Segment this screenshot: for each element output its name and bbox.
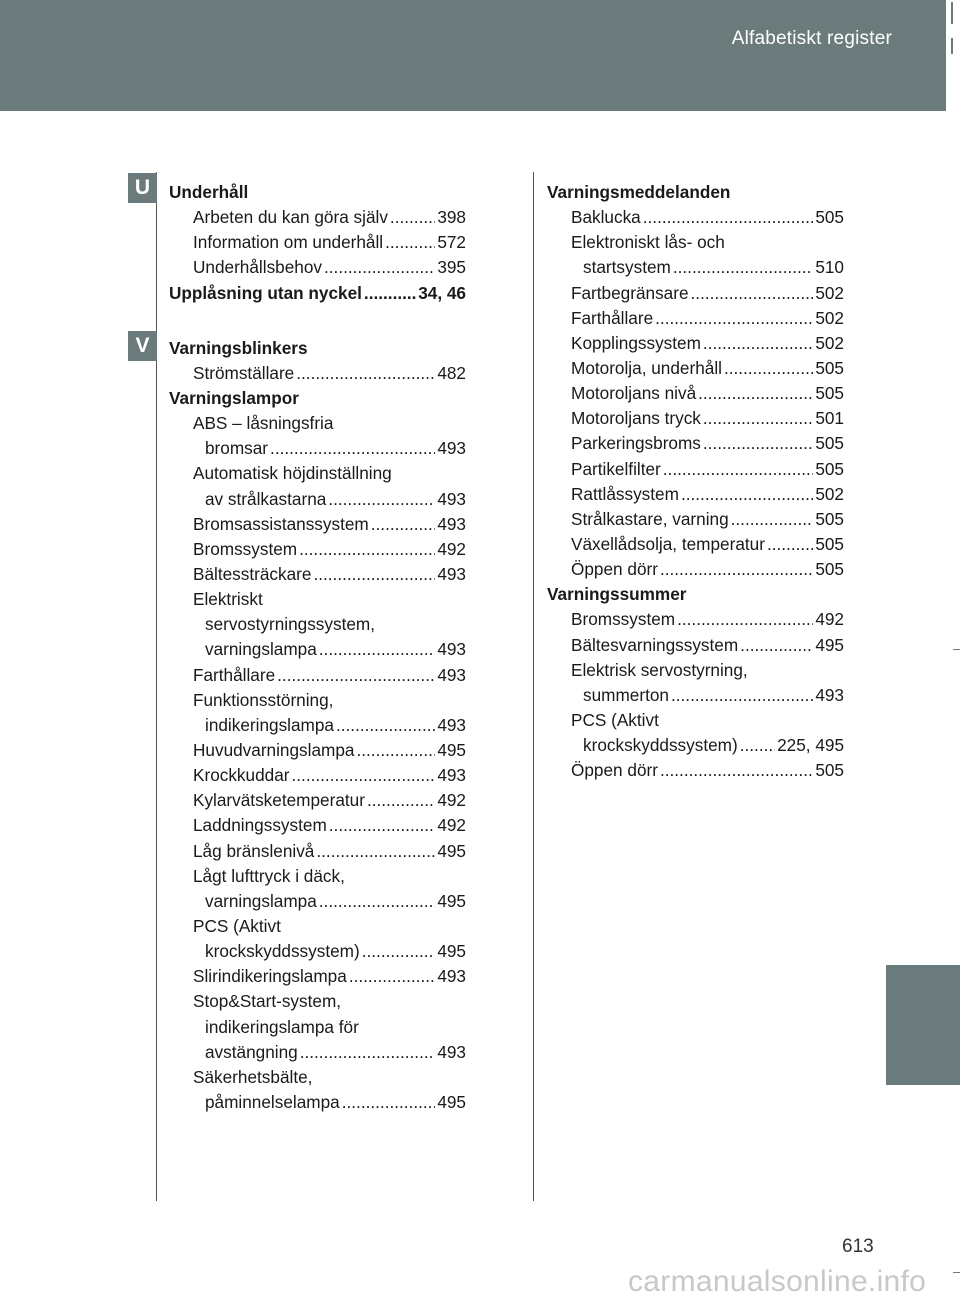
index-entry: Elektroniskt lås- och [571,232,725,253]
index-entry: Elektriskt [193,589,263,610]
index-entry: Strömställare ..... 482 [169,361,466,386]
index-entry: Parkeringsbroms ..... 505 [547,431,844,456]
index-entry: Partikelfilter ..... 505 [547,457,844,482]
index-entry: Bältessträckare ..... 493 [169,562,466,587]
index-entry: Rattlåssystem ..... 502 [547,482,844,507]
index-entry: varningslampa ..... 495 [169,889,466,914]
index-entry: Upplåsning utan nyckel ..... 34, 46 [169,281,466,306]
crop-mark [953,649,960,650]
index-entry: krockskyddssystem) ..... 495 [169,939,466,964]
index-heading: Varningssummer [547,584,687,605]
index-entry: Lågt lufttryck i däck, [193,865,345,886]
crop-mark [953,1272,960,1273]
index-entry: Laddningssystem ..... 492 [169,813,466,838]
index-entry: Arbeten du kan göra själv ..... 398 [169,205,466,230]
index-entry: Säkerhetsbälte, [193,1066,313,1087]
index-entry: avstängning ..... 493 [169,1040,466,1065]
index-entry: Funktionsstörning, [193,689,334,710]
header-title: Alfabetiskt register [731,28,892,49]
index-entry: Farthållare ..... 493 [169,663,466,688]
index-entry: summerton ..... 493 [547,683,844,708]
index-entry: Slirindikeringslampa ..... 493 [169,964,466,989]
index-entry: Bromsassistanssystem ..... 493 [169,512,466,537]
index-entry: PCS (Aktivt [193,915,281,936]
index-entry: påminnelselampa ..... 495 [169,1090,466,1115]
index-column-left [169,180,466,1115]
watermark: carmanualsonline.info [628,1265,927,1298]
crop-mark [951,38,953,54]
header-bar [0,0,946,111]
index-entry: Kylarvätsketemperatur ..... 492 [169,788,466,813]
index-heading: Underhåll [169,182,249,202]
index-entry: varningslampa ..... 493 [169,637,466,662]
index-entry: Farthållare ..... 502 [547,306,844,331]
index-entry: indikeringslampa ..... 493 [169,713,466,738]
index-entry: Underhållsbehov ..... 395 [169,255,466,280]
index-entry: Öppen dörr ..... 505 [547,557,844,582]
index-entry: Öppen dörr ..... 505 [547,758,844,783]
index-entry: krockskyddssystem) ..... 225, 495 [547,733,844,758]
index-entry: Motorolja, underhåll ..... 505 [547,356,844,381]
side-index-tab [886,965,960,1085]
index-entry: ABS – låsningsfria [193,413,334,434]
index-entry: Motoroljans nivå ..... 505 [547,381,844,406]
index-entry: Baklucka ..... 505 [547,205,844,230]
index-entry: av strålkastarna ..... 493 [169,487,466,512]
section-letter-u: U [128,173,157,203]
index-entry: indikeringslampa för [205,1016,359,1037]
index-column-right [547,180,844,783]
index-entry: Krockkuddar ..... 493 [169,763,466,788]
index-entry: Elektrisk servostyrning, [571,659,748,680]
index-entry: Växellådsolja, temperatur ..... 505 [547,532,844,557]
index-entry: Låg bränslenivå ..... 495 [169,839,466,864]
index-entry: PCS (Aktivt [571,709,659,730]
page-number: 613 [842,1236,874,1257]
column-divider-left [156,172,157,1201]
index-entry: Automatisk höjdinställning [193,463,392,484]
index-entry: startsystem ..... 510 [547,255,844,280]
index-entry: Motoroljans tryck ..... 501 [547,406,844,431]
index-heading: Varningsblinkers [169,337,308,358]
index-entry: Bromssystem ..... 492 [547,607,844,632]
index-entry: Kopplingssystem ..... 502 [547,331,844,356]
crop-mark [951,2,953,24]
index-entry: Fartbegränsare ..... 502 [547,281,844,306]
index-entry: Bromssystem ..... 492 [169,537,466,562]
index-heading: Varningsmeddelanden [547,182,731,202]
index-heading: Varningslampor [169,387,299,408]
index-entry: Strålkastare, varning ..... 505 [547,507,844,532]
index-entry: Bältesvarningssystem ..... 495 [547,633,844,658]
column-divider-right [533,172,534,1201]
index-entry: Stop&Start-system, [193,991,342,1012]
section-letter-v: V [128,331,157,361]
index-entry: bromsar ..... 493 [169,436,466,461]
index-entry: servostyrningssystem, [205,614,376,635]
index-entry: Information om underhåll ..... 572 [169,230,466,255]
index-entry: Huvudvarningslampa ..... 495 [169,738,466,763]
